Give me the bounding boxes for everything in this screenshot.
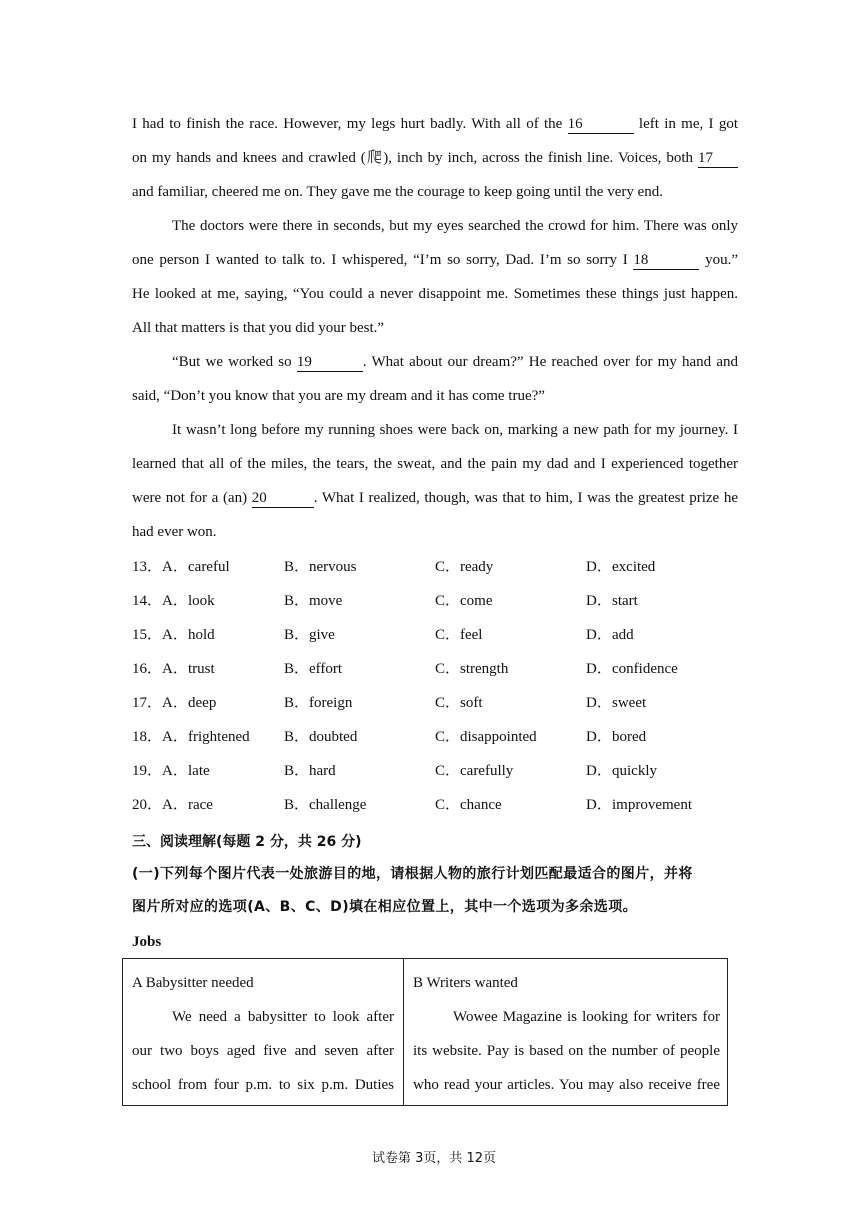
job-cell-a <box>123 959 404 1105</box>
option-c-text: soft <box>460 695 483 711</box>
jobs-label: Jobs <box>132 934 162 950</box>
option-d-key: D． <box>586 763 612 779</box>
passage-text: you.” <box>699 252 738 268</box>
option-a-text: hold <box>188 627 215 643</box>
passage-text: All that matters is that you did your best.” <box>132 320 385 336</box>
option-c-key: C． <box>435 661 461 677</box>
passage-text: one person I wanted to talk to. I whispered, “I’m so sorry, Dad. I’m so sorry I <box>132 252 634 268</box>
question-number: 19．A． <box>132 763 188 779</box>
option-c-text: ready <box>460 559 494 575</box>
job-a-line: We need a babysitter to look after <box>172 1009 394 1025</box>
question-number: 18．A． <box>132 729 188 745</box>
option-a-text: late <box>188 763 210 779</box>
option-b-key: B． <box>284 661 310 677</box>
option-b-text: nervous <box>309 559 357 575</box>
question-number: 20．A． <box>132 797 188 813</box>
option-c-key: C． <box>435 729 461 745</box>
option-d-key: D． <box>586 627 612 643</box>
section-instruction-line-1: (一)下列每个图片代表一处旅游目的地，请根据人物的旅行计划匹配最适合的图片，并将 <box>132 866 693 882</box>
job-b-line: its website. Pay is based on the number of people <box>413 1043 720 1059</box>
option-c-key: C． <box>435 559 461 575</box>
option-a-text: frightened <box>188 729 250 745</box>
option-b-text: doubted <box>309 729 358 745</box>
option-b-key: B． <box>284 593 310 609</box>
job-b-line: Wowee Magazine is looking for writers for <box>453 1009 720 1025</box>
passage-text: learned that all of the miles, the tears, the sweat, and the pain my dad and I experienced together <box>132 456 738 472</box>
passage-line <box>172 216 738 236</box>
question-row <box>132 591 738 611</box>
option-b-key: B． <box>284 627 310 643</box>
cloze-blank: 18 <box>633 252 699 270</box>
passage-text: . What about our dream?” He reached over for my hand and <box>362 354 738 370</box>
option-b-key: B． <box>284 729 310 745</box>
page-footer: 试卷第 3页，共 12页 <box>371 1151 497 1166</box>
passage-line <box>172 420 738 440</box>
option-a-text: careful <box>188 559 230 575</box>
option-c-key: C． <box>435 763 461 779</box>
passage-line <box>132 148 738 168</box>
option-c-key: C． <box>435 593 461 609</box>
cloze-blank: 20 <box>252 490 314 508</box>
passage-line <box>132 250 738 270</box>
option-d-text: confidence <box>612 661 678 677</box>
option-c-text: disappointed <box>460 729 537 745</box>
option-d-text: excited <box>612 559 656 575</box>
option-d-key: D． <box>586 797 612 813</box>
option-d-text: sweet <box>612 695 647 711</box>
section-heading: 三、阅读理解(每题 2 分，共 26 分) <box>132 834 362 850</box>
question-number: 13．A． <box>132 559 188 575</box>
option-c-key: C． <box>435 695 461 711</box>
option-d-text: bored <box>612 729 647 745</box>
option-c-text: feel <box>460 627 483 643</box>
job-cell-b <box>404 959 726 1105</box>
option-b-key: B． <box>284 797 310 813</box>
question-row <box>132 693 738 713</box>
passage-line <box>132 488 738 508</box>
option-b-key: B． <box>284 695 310 711</box>
question-number: 17．A． <box>132 695 188 711</box>
job-a-title: A Babysitter needed <box>132 975 254 991</box>
option-d-text: add <box>612 627 634 643</box>
question-row <box>132 727 738 747</box>
option-c-text: come <box>460 593 493 609</box>
passage-line <box>132 522 738 542</box>
question-row <box>132 795 738 815</box>
passage-text: It wasn’t long before my running shoes were back on, marking a new path for my journey. I <box>172 422 738 438</box>
cloze-blank: 17 <box>698 150 738 168</box>
option-d-key: D． <box>586 661 612 677</box>
option-b-key: B． <box>284 763 310 779</box>
option-c-key: C． <box>435 627 461 643</box>
question-row <box>132 625 738 645</box>
job-b-line: who read your articles. You may also receive free <box>413 1077 720 1093</box>
passage-text: on my hands and knees and crawled (爬), inch by inch, across the finish line. Voices, both <box>132 150 698 166</box>
passage-line <box>132 182 738 202</box>
section-instruction-line-2: 图片所对应的选项(A、B、C、D)填在相应位置上，其中一个选项为多余选项。 <box>132 899 637 915</box>
passage-text: were not for a (an) <box>132 490 252 506</box>
option-d-text: start <box>612 593 638 609</box>
job-a-line: our two boys aged five and seven after <box>132 1043 394 1059</box>
option-c-text: carefully <box>460 763 514 779</box>
option-d-key: D． <box>586 559 612 575</box>
job-b-title: B Writers wanted <box>413 975 518 991</box>
passage-text: . What I realized, though, was that to him, I was the greatest prize he <box>313 490 738 506</box>
passage-line <box>132 318 738 338</box>
option-b-text: hard <box>309 763 336 779</box>
jobs-table <box>122 958 728 1106</box>
option-b-text: move <box>309 593 343 609</box>
option-a-text: race <box>188 797 213 813</box>
passage-text: “But we worked so <box>172 354 297 370</box>
option-a-text: deep <box>188 695 217 711</box>
option-d-key: D． <box>586 695 612 711</box>
cloze-blank: 16 <box>568 116 634 134</box>
passage-text: had ever won. <box>132 524 217 540</box>
option-c-key: C． <box>435 797 461 813</box>
option-d-key: D． <box>586 729 612 745</box>
question-row <box>132 557 738 577</box>
option-d-text: improvement <box>612 797 692 813</box>
question-row <box>132 761 738 781</box>
option-c-text: chance <box>460 797 502 813</box>
question-number: 14．A． <box>132 593 188 609</box>
option-b-text: foreign <box>309 695 353 711</box>
option-c-text: strength <box>460 661 509 677</box>
option-b-text: challenge <box>309 797 367 813</box>
cloze-blank: 19 <box>297 354 363 372</box>
option-d-text: quickly <box>612 763 657 779</box>
passage-line <box>132 284 738 304</box>
job-a-line: school from four p.m. to six p.m. Duties <box>132 1077 394 1093</box>
option-d-key: D． <box>586 593 612 609</box>
passage-text: said, “Don’t you know that you are my dream and it has come true?” <box>132 388 545 404</box>
passage-text: The doctors were there in seconds, but my eyes searched the crowd for him. There was only <box>172 218 738 234</box>
option-b-text: give <box>309 627 335 643</box>
passage-text: I had to finish the race. However, my legs hurt badly. With all of the <box>132 116 568 132</box>
option-b-text: effort <box>309 661 343 677</box>
passage-line <box>132 454 738 474</box>
question-number: 15．A． <box>132 627 188 643</box>
question-row <box>132 659 738 679</box>
passage-text: He looked at me, saying, “You could a never disappoint me. Sometimes these things just happen. <box>132 286 738 302</box>
option-a-text: look <box>188 593 215 609</box>
option-a-text: trust <box>188 661 215 677</box>
passage-line <box>132 114 738 134</box>
passage-text: and familiar, cheered me on. They gave me the courage to keep going until the very end. <box>132 184 664 200</box>
question-number: 16．A． <box>132 661 188 677</box>
option-b-key: B． <box>284 559 310 575</box>
passage-line <box>132 386 738 406</box>
passage-line <box>172 352 738 372</box>
passage-text: left in me, I got <box>633 116 738 132</box>
